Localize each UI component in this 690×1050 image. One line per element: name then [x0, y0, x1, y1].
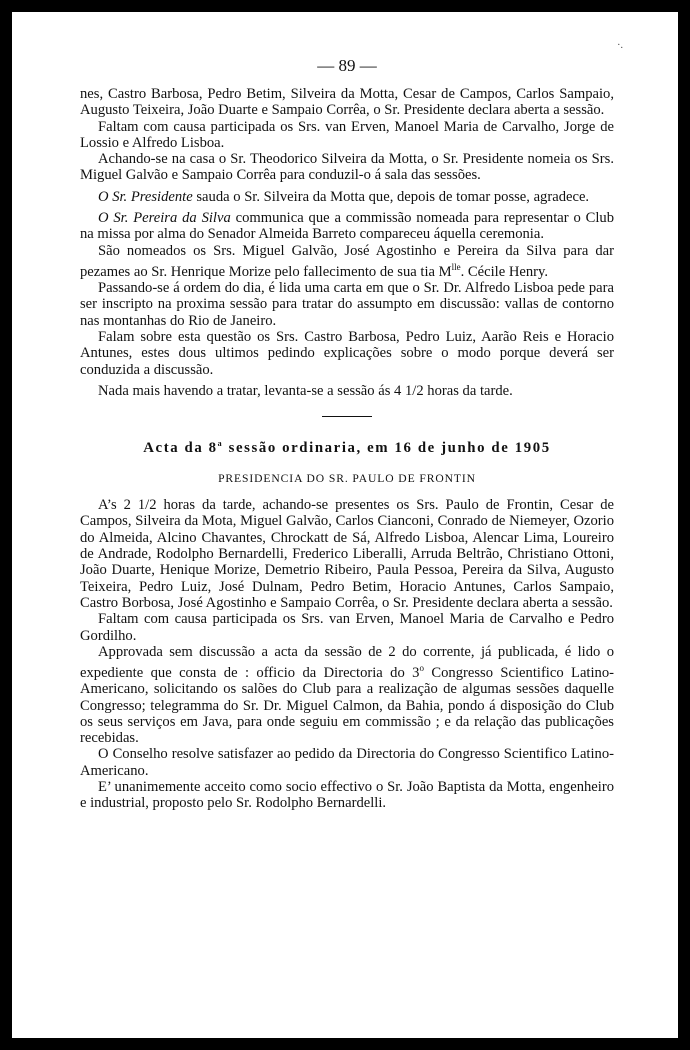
minutes-paragraph-1: nes, Castro Barbosa, Pedro Betim, Silveira da Motta, Cesar de Campos, Carlos Sampaio, Augusto Teixeira, João Duarte e Sampaio Corrêa, o Sr. Presidente declara aberta a sessão.	[80, 86, 614, 119]
paragraph-text: Approvada sem discussão a acta da sessão de 2 do corrente, já publicada, é lido o expediente que consta de : officio da Directoria do 3	[80, 643, 614, 681]
minutes-paragraph-5	[80, 210, 614, 243]
speaker-statement: communica que a commissão nomeada para representar o Club na missa por alma do Senador Almeida Barreto compareceu áquella ceremonia.	[80, 210, 614, 243]
superscript: o	[419, 663, 424, 674]
session-paragraph-5: E’ unanimemente acceito como socio effectivo o Sr. João Baptista da Motta, engenheiro e industrial, proposto pelo Sr. Rodolpho Bernardelli.	[80, 779, 614, 812]
page-number: — 89 —	[317, 56, 377, 75]
section-divider	[322, 416, 372, 417]
minutes-paragraph-2: Faltam com causa participada os Srs. van Erven, Manoel Maria de Carvalho, Jorge de Lossio e Alfredo Lisboa.	[80, 118, 614, 151]
page-speck: ·.	[617, 40, 623, 51]
paragraph-text: Congresso Scientifico Latino-Americano, solicitando os salões do Club para a realização de algumas sessões daquelle Congresso; telegramma do Sr. Dr. Miguel Calmon, da Bahia, pondo á disposição do Club os seus serviços em Java, para onde seguiu em commissão ; e da relação das publicações recebidas.	[80, 664, 614, 747]
minutes-paragraph-6	[80, 243, 614, 280]
session-paragraph-2: Faltam com causa participada os Srs. van Erven, Manoel Maria de Carvalho e Pedro Gordilho.	[80, 611, 614, 644]
section-title-text: Acta da 8	[143, 440, 218, 457]
minutes-paragraph-7: Passando-se á ordem do dia, é lida uma carta em que o Sr. Dr. Alfredo Lisboa pede para ser inscripto na proxima sessão para tratar do assumpto em discussão: vallas de contorno nas montanhas do Rio de Janeiro.	[80, 280, 614, 329]
minutes-paragraph-9: Nada mais havendo a tratar, levanta-se a sessão ás 4 1/2 horas da tarde.	[98, 382, 513, 399]
speaker-statement: sauda o Sr. Silveira da Motta que, depois de tomar posse, agradece.	[192, 188, 590, 205]
superscript: a	[217, 439, 224, 449]
minutes-paragraph-8: Falam sobre esta questão os Srs. Castro Barbosa, Pedro Luiz, Aarão Reis e Horacio Antunes, estes dous ultimos pedindo explicações sobre o modo porque deverá ser conduzida a discussão.	[80, 329, 614, 378]
speaker-name: O Sr. Pereira da Silva	[98, 210, 231, 227]
paragraph-text: . Cécile Henry.	[460, 263, 549, 280]
section-title	[80, 439, 614, 457]
section-title-text: sessão ordinaria, em 16 de junho de 1905	[223, 440, 551, 457]
page-content	[80, 12, 614, 812]
session-paragraph-3	[80, 644, 614, 747]
minutes-paragraph-3: Achando-se na casa o Sr. Theodorico Silveira da Motta, o Sr. Presidente nomeia os Srs. Miguel Galvão e Sampaio Corrêa para conduzil-o á sala das sessões.	[80, 151, 614, 184]
superscript: lle	[451, 261, 461, 272]
session-paragraph-1: A’s 2 1/2 horas da tarde, achando-se presentes os Srs. Paulo de Frontin, Cesar de Campos, Silveira da Mota, Miguel Galvão, Carlos Cianconi, Conrado de Niemeyer, Ozorio do Almeida, Alcino Chavantes, Chrockatt de Sá, Alfredo Lisboa, Alencar Lima, Loureiro de Andrade, Rodolpho Bernardelli, Frederico Liberalli, Arruda Beltrão, Christiano Ottoni, João Duarte, Henique Morize, Demetrio Ribeiro, Paula Pessoa, Pereira da Silva, Augusto Teixeira, Pedro Luiz, José Dulnam, Pedro Betim, Horacio Antunes, Carlos Sampaio, Castro Borbosa, José Agostinho e Sampaio Corrêa, o Sr. Presidente declara aberta a sessão.	[80, 497, 614, 611]
minutes-paragraph-4	[80, 189, 614, 205]
paragraph-text: São nomeados os Srs. Miguel Galvão, José Agostinho e Pereira da Silva para dar pezames ao Sr. Henrique Morize pelo fallecimento de sua tia M	[80, 242, 614, 280]
section-subtitle: PRESIDENCIA DO SR. PAULO DE FRONTIN	[218, 472, 476, 486]
page-sheet	[12, 12, 678, 1038]
speaker-name: O Sr. Presidente	[98, 188, 193, 205]
session-paragraph-4: O Conselho resolve satisfazer ao pedido da Directoria do Congresso Scientifico Latino-Americano.	[80, 746, 614, 779]
